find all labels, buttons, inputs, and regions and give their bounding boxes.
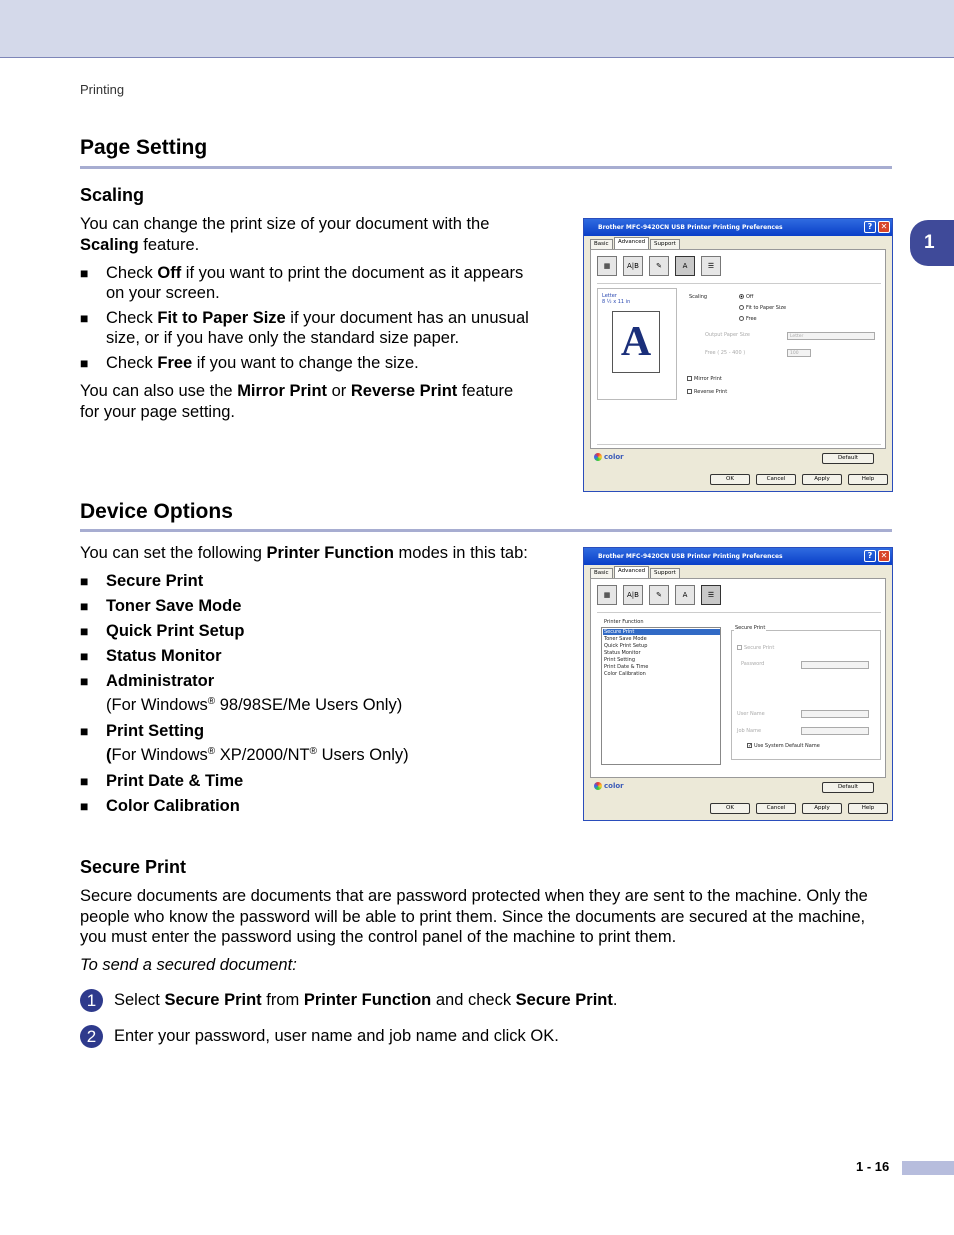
paper-preview: Letter 8 ½ x 11 in A bbox=[597, 288, 677, 400]
opt-fit: Fit to Paper Size bbox=[739, 305, 786, 311]
printer-function-label: Printer Function bbox=[604, 619, 644, 625]
tab-basic: Basic bbox=[590, 568, 613, 578]
page-layout-icon: A|B bbox=[623, 256, 643, 276]
mirror-checkbox: Mirror Print bbox=[687, 376, 722, 382]
tab-support: Support bbox=[650, 239, 680, 249]
watermark-icon: ✎ bbox=[649, 256, 669, 276]
dialog-titlebar: Brother MFC-9420CN USB Printer Printing Preferences ? ✕ bbox=[584, 548, 892, 565]
device-options-heading: Device Options bbox=[80, 500, 233, 523]
scaling-heading: Scaling bbox=[80, 185, 145, 205]
apply-button: Apply bbox=[802, 803, 842, 814]
color-logo: color bbox=[594, 782, 624, 790]
help-button: Help bbox=[848, 474, 888, 485]
graphics-icon: ▦ bbox=[597, 585, 617, 605]
dialog-titlebar: Brother MFC-9420CN USB Printer Printing Preferences ? ✕ bbox=[584, 219, 892, 236]
function-list bbox=[601, 627, 721, 765]
default-button: Default bbox=[822, 782, 874, 793]
page-layout-icon: A|B bbox=[623, 585, 643, 605]
watermark-icon: ✎ bbox=[649, 585, 669, 605]
cancel-button: Cancel bbox=[756, 803, 796, 814]
chapter-number: 1 bbox=[924, 232, 935, 253]
dialog-panel bbox=[590, 249, 886, 449]
group-label: Secure Print bbox=[735, 625, 766, 631]
page-number: 1 - 16 bbox=[856, 1159, 890, 1174]
step-number: 1 bbox=[80, 989, 103, 1012]
send-instruction: To send a secured document: bbox=[80, 956, 297, 974]
step-number: 2 bbox=[80, 1025, 103, 1048]
heading-rule bbox=[80, 166, 892, 169]
running-head: Printing bbox=[80, 82, 125, 97]
scaling-dialog-screenshot bbox=[583, 218, 893, 492]
ok-button: OK bbox=[710, 474, 750, 485]
dialog-panel bbox=[590, 578, 886, 778]
function-item: Quick Print Setup bbox=[604, 643, 648, 649]
secure-print-checkbox: Secure Print bbox=[737, 645, 774, 651]
default-button: Default bbox=[822, 453, 874, 464]
output-label: Output Paper Size bbox=[705, 332, 750, 338]
reverse-checkbox: Reverse Print bbox=[687, 389, 727, 395]
free-label: Free ( 25 - 400 ) bbox=[705, 350, 746, 356]
job-name-label: Job Name bbox=[737, 728, 762, 734]
tab-advanced: Advanced bbox=[614, 566, 649, 578]
password-field bbox=[801, 661, 869, 669]
preview-glyph: A bbox=[612, 311, 660, 373]
ok-button: OK bbox=[710, 803, 750, 814]
print-setting-note: (For Windows® XP/2000/NT® Users Only) bbox=[106, 746, 409, 764]
close-icon: ✕ bbox=[878, 221, 890, 233]
secure-print-heading: Secure Print bbox=[80, 857, 187, 877]
scaling-label: Scaling bbox=[689, 294, 708, 300]
color-logo: color bbox=[594, 453, 624, 461]
close-icon: ✕ bbox=[878, 550, 890, 562]
user-name-label: User Name bbox=[737, 711, 765, 717]
page-number-bar bbox=[902, 1161, 954, 1175]
tab-advanced: Advanced bbox=[614, 237, 649, 249]
page-setting-icon: A bbox=[675, 256, 695, 276]
scaling-intro: You can change the print size of your document with the Scaling feature. bbox=[80, 215, 490, 254]
page-setting-heading: Page Setting bbox=[80, 136, 208, 159]
tab-basic: Basic bbox=[590, 239, 613, 249]
apply-button: Apply bbox=[802, 474, 842, 485]
output-select: Letter bbox=[787, 332, 875, 340]
job-name-field bbox=[801, 727, 869, 735]
help-icon: ? bbox=[864, 221, 876, 233]
function-item: Print Setting bbox=[604, 657, 635, 663]
function-item: Toner Save Mode bbox=[604, 636, 647, 642]
administrator-note: (For Windows® 98/98SE/Me Users Only) bbox=[106, 696, 403, 714]
function-item: Print Date & Time bbox=[604, 664, 649, 670]
top-band bbox=[0, 0, 954, 58]
opt-free: Free bbox=[739, 316, 757, 322]
help-icon: ? bbox=[864, 550, 876, 562]
opt-off: Off bbox=[739, 294, 753, 300]
graphics-icon: ▦ bbox=[597, 256, 617, 276]
device-options-icon: ☰ bbox=[701, 256, 721, 276]
scaling-outro: You can also use the Mirror Print or Reverse Print feature for your page setting. bbox=[80, 382, 514, 421]
function-item-selected: Secure Print bbox=[603, 629, 720, 635]
free-value: 100 bbox=[787, 349, 811, 357]
user-name-field bbox=[801, 710, 869, 718]
device-options-dialog-screenshot bbox=[583, 547, 893, 821]
function-item: Color Calibration bbox=[604, 671, 646, 677]
cancel-button: Cancel bbox=[756, 474, 796, 485]
use-default-checkbox: ✓ Use System Default Name bbox=[748, 743, 820, 749]
page-setting-icon: A bbox=[675, 585, 695, 605]
tab-support: Support bbox=[650, 568, 680, 578]
device-intro: You can set the following Printer Function modes in this tab: bbox=[80, 544, 528, 562]
password-label: Password bbox=[741, 661, 765, 667]
device-options-icon: ☰ bbox=[701, 585, 721, 605]
chapter-tab bbox=[910, 220, 954, 266]
function-item: Status Monitor bbox=[604, 650, 641, 656]
heading-rule bbox=[80, 529, 892, 532]
secure-print-body: Secure documents are documents that are password protected when they are sent to the machine. Only the people who know the password will be able to print them. Since the documents are secured at the machine, you must enter the password using the control panel of the machine to print them. bbox=[80, 887, 868, 946]
help-button: Help bbox=[848, 803, 888, 814]
